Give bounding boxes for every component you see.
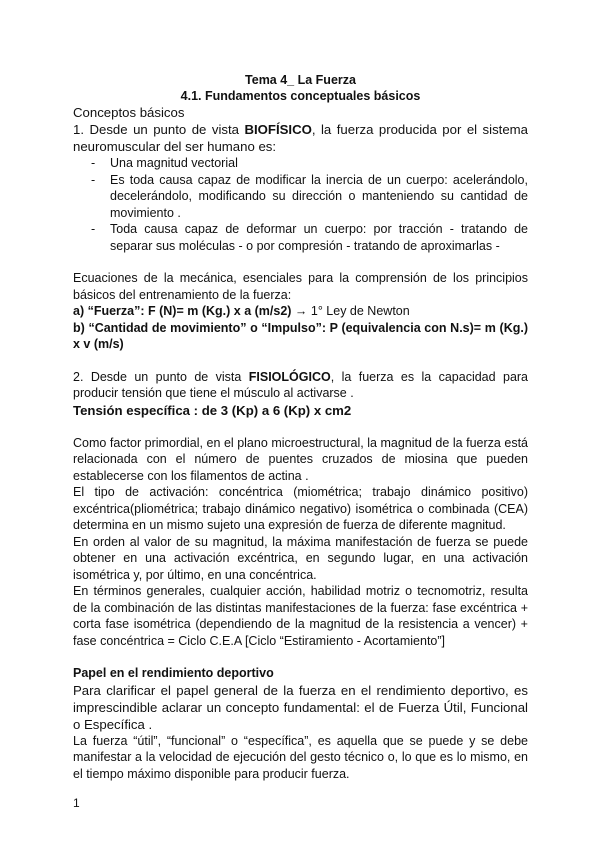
paragraph-biofisico <box>73 121 528 155</box>
section-heading-rendimiento: Papel en el rendimiento deportivo <box>73 666 274 680</box>
page-number: 1 <box>73 796 80 810</box>
equation-a <box>73 303 528 320</box>
list-item: - Es toda causa capaz de modificar la inercia de un cuerpo: acelerándolo, decelerándolo, modificando su dirección o manteniendo su cantidad de movimiento . <box>110 172 528 222</box>
list-item: - Toda causa capaz de deformar un cuerpo: por tracción - tratando de separar sus moléculas - o por compresión - tratando de aproximarlas - <box>110 221 528 254</box>
equation-a-bold: a) “Fuerza”: F (N)= m (Kg.) x a (m/s2) <box>73 304 292 318</box>
bullet-list <box>73 155 528 254</box>
paragraph-orden: En orden al valor de su magnitud, la máxima manifestación de fuerza se puede obtener en una activación excéntrica, en segundo lugar, en una activación isométrica y, por último, en una concéntrica. <box>73 534 528 582</box>
paragraph-fisiologico <box>73 369 528 402</box>
paragraph-clarificar: Para clarificar el papel general de la fuerza en el rendimiento deportivo, es imprescindible aclarar un concepto fundamental: el de Fuerza Útil, Funcional o Específica . <box>73 682 528 732</box>
p2-suffix: , la fuerza es la capacidad para producir tensión que tiene el músculo al activarse . <box>73 369 529 400</box>
tension-especifica: Tensión específica : de 3 (Kp) a 6 (Kp) x cm2 <box>73 402 352 418</box>
paragraph-tipo-activacion: El tipo de activación: concéntrica (miométrica; trabajo dinámico positivo) excéntrica(pliométrica; trabajo dinámico negativo) isométrica o combinada (CEA) determina en un mismo sujeto una expresión de fuerza de diferente magnitud. <box>73 485 528 532</box>
paragraph-factor: Como factor primordial, en el plano microestructural, la magnitud de la fuerza está relacionada con el número de puentes cruzados de miosina que pueden establecerse con los filamentos de actina . <box>73 435 528 483</box>
doc-subtitle: 4.1. Fundamentos conceptuales básicos <box>180 89 421 103</box>
doc-title: Tema 4_ La Fuerza <box>245 73 356 87</box>
paragraph-fuerza-util: La fuerza “útil”, “funcional” o “específica”, es aquella que se puede y se debe manifestar a la velocidad de ejecución del gesto técnico o, lo que es lo mismo, en el tiempo máximo disponible para producir fuerza. <box>73 733 528 781</box>
equation-a-rest: → 1° Ley de Newton <box>291 304 410 318</box>
p2-bold: FISIOLÓGICO <box>248 369 331 384</box>
paragraph-terminos: En términos generales, cualquier acción, habilidad motriz o tecnomotriz, resulta de la combinación de las distintas manifestaciones de la fuerza: fase excéntrica + corta fase isométrica (dependiendo de la magnitud de la resistencia a vencer) + fase concéntrica = Ciclo C.E.A [Ciclo “Estiramiento - Acortamiento”] <box>73 584 528 648</box>
p1-suffix: , la fuerza producida por el sistema neuromuscular del ser humano es: <box>73 122 528 154</box>
p1-prefix: 1. Desde un punto de vista <box>73 122 245 137</box>
paragraph-ecuaciones: Ecuaciones de la mecánica, esenciales para la comprensión de los principios básicos del entrenamiento de la fuerza: <box>73 271 528 302</box>
equation-b: b) “Cantidad de movimiento” o “Impulso”: P (equivalencia con N.s)= m (Kg.) x v (m/s) <box>73 320 528 351</box>
list-item: - Una magnitud vectorial <box>110 155 528 172</box>
section-heading-conceptos: Conceptos básicos <box>73 105 185 120</box>
p1-bold: BIOFÍSICO <box>244 122 312 137</box>
p2-prefix: 2. Desde un punto de vista <box>73 369 249 384</box>
document-body <box>73 72 528 782</box>
